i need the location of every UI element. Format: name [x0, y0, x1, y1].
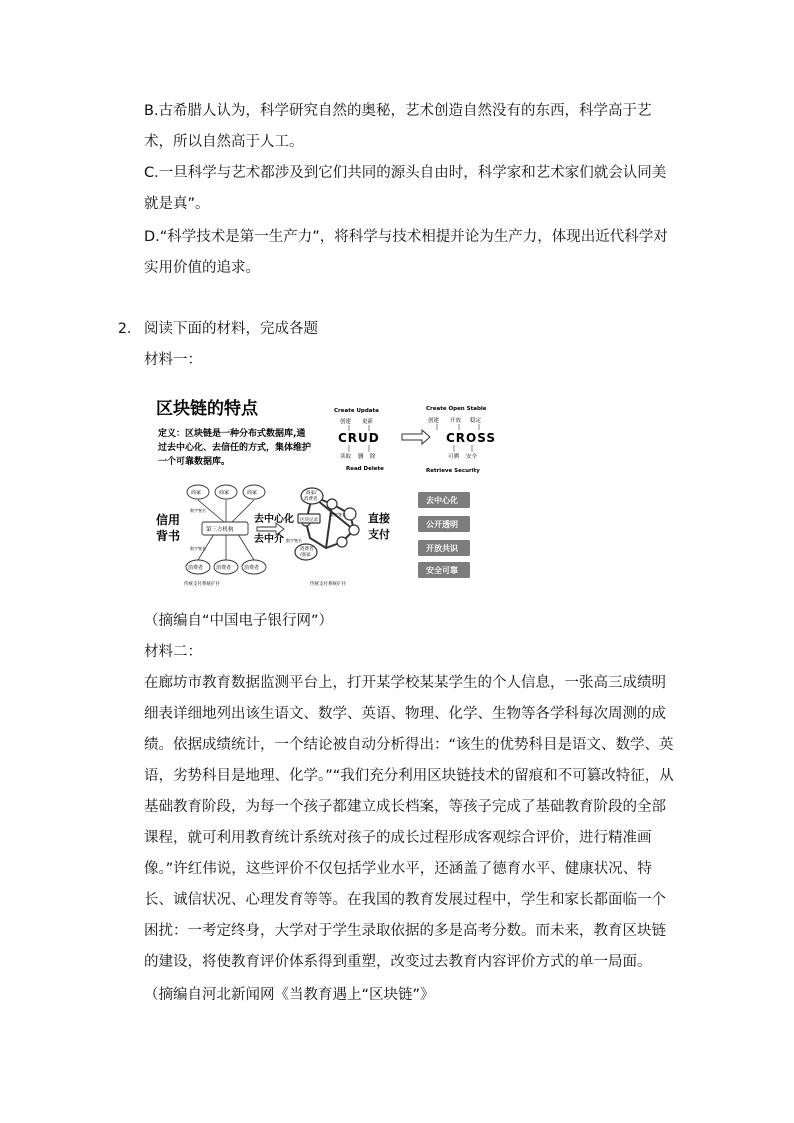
merchant-consumer-2: 消费者 — [304, 497, 318, 502]
feature-1: 去中心化 — [426, 496, 458, 505]
left-label-2: 背书 — [156, 529, 181, 543]
cross-create: 创建 — [428, 418, 440, 424]
material1-source: （摘编自“中国电子银行网”） — [144, 613, 334, 629]
material2-label: 材料二： — [144, 644, 202, 660]
crud-big: CRUD — [338, 431, 380, 445]
middle-label-2: 去中介 — [254, 534, 284, 545]
question-prompt: 阅读下面的材料，完成各题 — [144, 321, 318, 337]
cross-big: CROSS — [446, 431, 496, 445]
right-label-1: 直接 — [368, 512, 390, 525]
right-label-2: 支付 — [368, 528, 390, 541]
merchant-2: 商家 — [219, 490, 230, 496]
consumer-2: 消费者 — [216, 565, 232, 571]
merchant-consumer-1: 商家/ — [306, 491, 317, 496]
cross-security: 安全 — [466, 454, 478, 460]
merchant-1: 商家 — [191, 490, 202, 496]
digital-sign-2: 数字签名 — [190, 546, 206, 551]
crud-bottom: Read Delete — [346, 466, 384, 472]
digital-sign-1: 数字签名 — [190, 508, 206, 513]
crud-create: 创建 — [340, 419, 352, 425]
consumer-merchant-2: /商家 — [300, 553, 311, 558]
option-c: C.一旦科学与艺术都涉及到它们共同的源头自由时，科学家和艺术家们就会认同美就是真”。 — [144, 165, 667, 212]
feature-3: 开放共识 — [426, 544, 458, 553]
middle-label-1: 去中心化 — [254, 514, 294, 525]
cross-bottom: Retrieve Security — [426, 468, 480, 474]
digital-sign-4: 数字签名 — [286, 538, 302, 543]
material1-label: 材料一： — [144, 352, 202, 368]
crud-del2: 除 — [370, 454, 376, 460]
crud-top: Create Updata — [334, 408, 379, 414]
consumer-merchant-1: 消费者 — [300, 547, 314, 552]
caption-right: 传统支付系统扩扑 — [310, 582, 346, 587]
merchant-3: 商家 — [247, 490, 258, 496]
double-arrow-icon — [402, 430, 430, 444]
option-b: B.古希腊人认为，科学研究自然的奥秘，艺术创造自然没有的东西，科学高于艺术，所以自然高于人工。 — [144, 103, 652, 150]
definition-line-3: 一个可靠数据库。 — [158, 457, 231, 467]
caption-left: 传统支付系统扩扑 — [184, 582, 220, 587]
crud-update: 更新 — [362, 419, 374, 425]
cross-top: Create Open Stable — [426, 406, 487, 412]
left-label-1: 信用 — [156, 513, 181, 527]
figure-title: 区块链的特点 — [156, 399, 258, 419]
cross-open: 开放 — [450, 418, 462, 424]
definition-line-2: 过去中心化、去信任的方式，集体维护 — [158, 443, 312, 453]
material2-body: 在廊坊市教育数据监测平台上，打开某学校某某学生的个人信息，一张高三成绩明细表详细地列出该生语文、数学、英语、物理、化学、生物等各学科每次周测的成绩。依据成绩统计，一个结论被自动分析得出：“该生的优势科目是语文、数学、英语，劣势科目是地理、化学。”“我们充分利用区块链技术的留痕和不可篡改特征，从基础教育阶段，为每一个孩子都建立成长档案，等孩子完成了基础教育阶段的全部课程，就可利用教育统计系统对孩子的成长过程形成客观综合评价，进行精准画像。”许红伟说，这些评价不仅包括学业水平，还涵盖了德育水平、健康状况、特长、诚信状况、心理发育等等。在我国的教育发展过程中，学生和家长都面临一个困扰：一考定终身，大学对于学生录取依据的多是高考分数。而未来，教育区块链的建设，将使教育评价体系得到重塑，改变过去教育内容评价方式的单一局面。 — [144, 675, 674, 970]
consumer-1: 消费者 — [188, 565, 204, 571]
option-d: D.“科学技术是第一生产力”，将科学与技术相提并论为生产力，体现出近代科学对实用价值的追求。 — [144, 229, 668, 276]
third-party: 第三方机构 — [206, 527, 234, 533]
blockchain-figure — [154, 392, 499, 588]
question-number: 2. — [118, 321, 132, 337]
consumer-3: 消费者 — [244, 565, 260, 571]
block-record: 区块记录 — [300, 518, 318, 523]
crud-del1: 删 — [358, 454, 364, 460]
definition-line-1: 定义：区块链是一种分布式数据库,通 — [158, 429, 306, 439]
crud-read: 读取 — [340, 454, 352, 460]
cross-stable: 稳定 — [470, 418, 482, 424]
feature-2: 公开透明 — [426, 520, 458, 529]
feature-4: 安全可靠 — [426, 566, 458, 575]
digital-sign-3: 数字签名 — [330, 512, 346, 517]
cross-retrieve: 可溯 — [448, 454, 460, 460]
material2-source: （摘编自河北新闻网《当教育遇上“区块链”》 — [144, 987, 435, 1003]
